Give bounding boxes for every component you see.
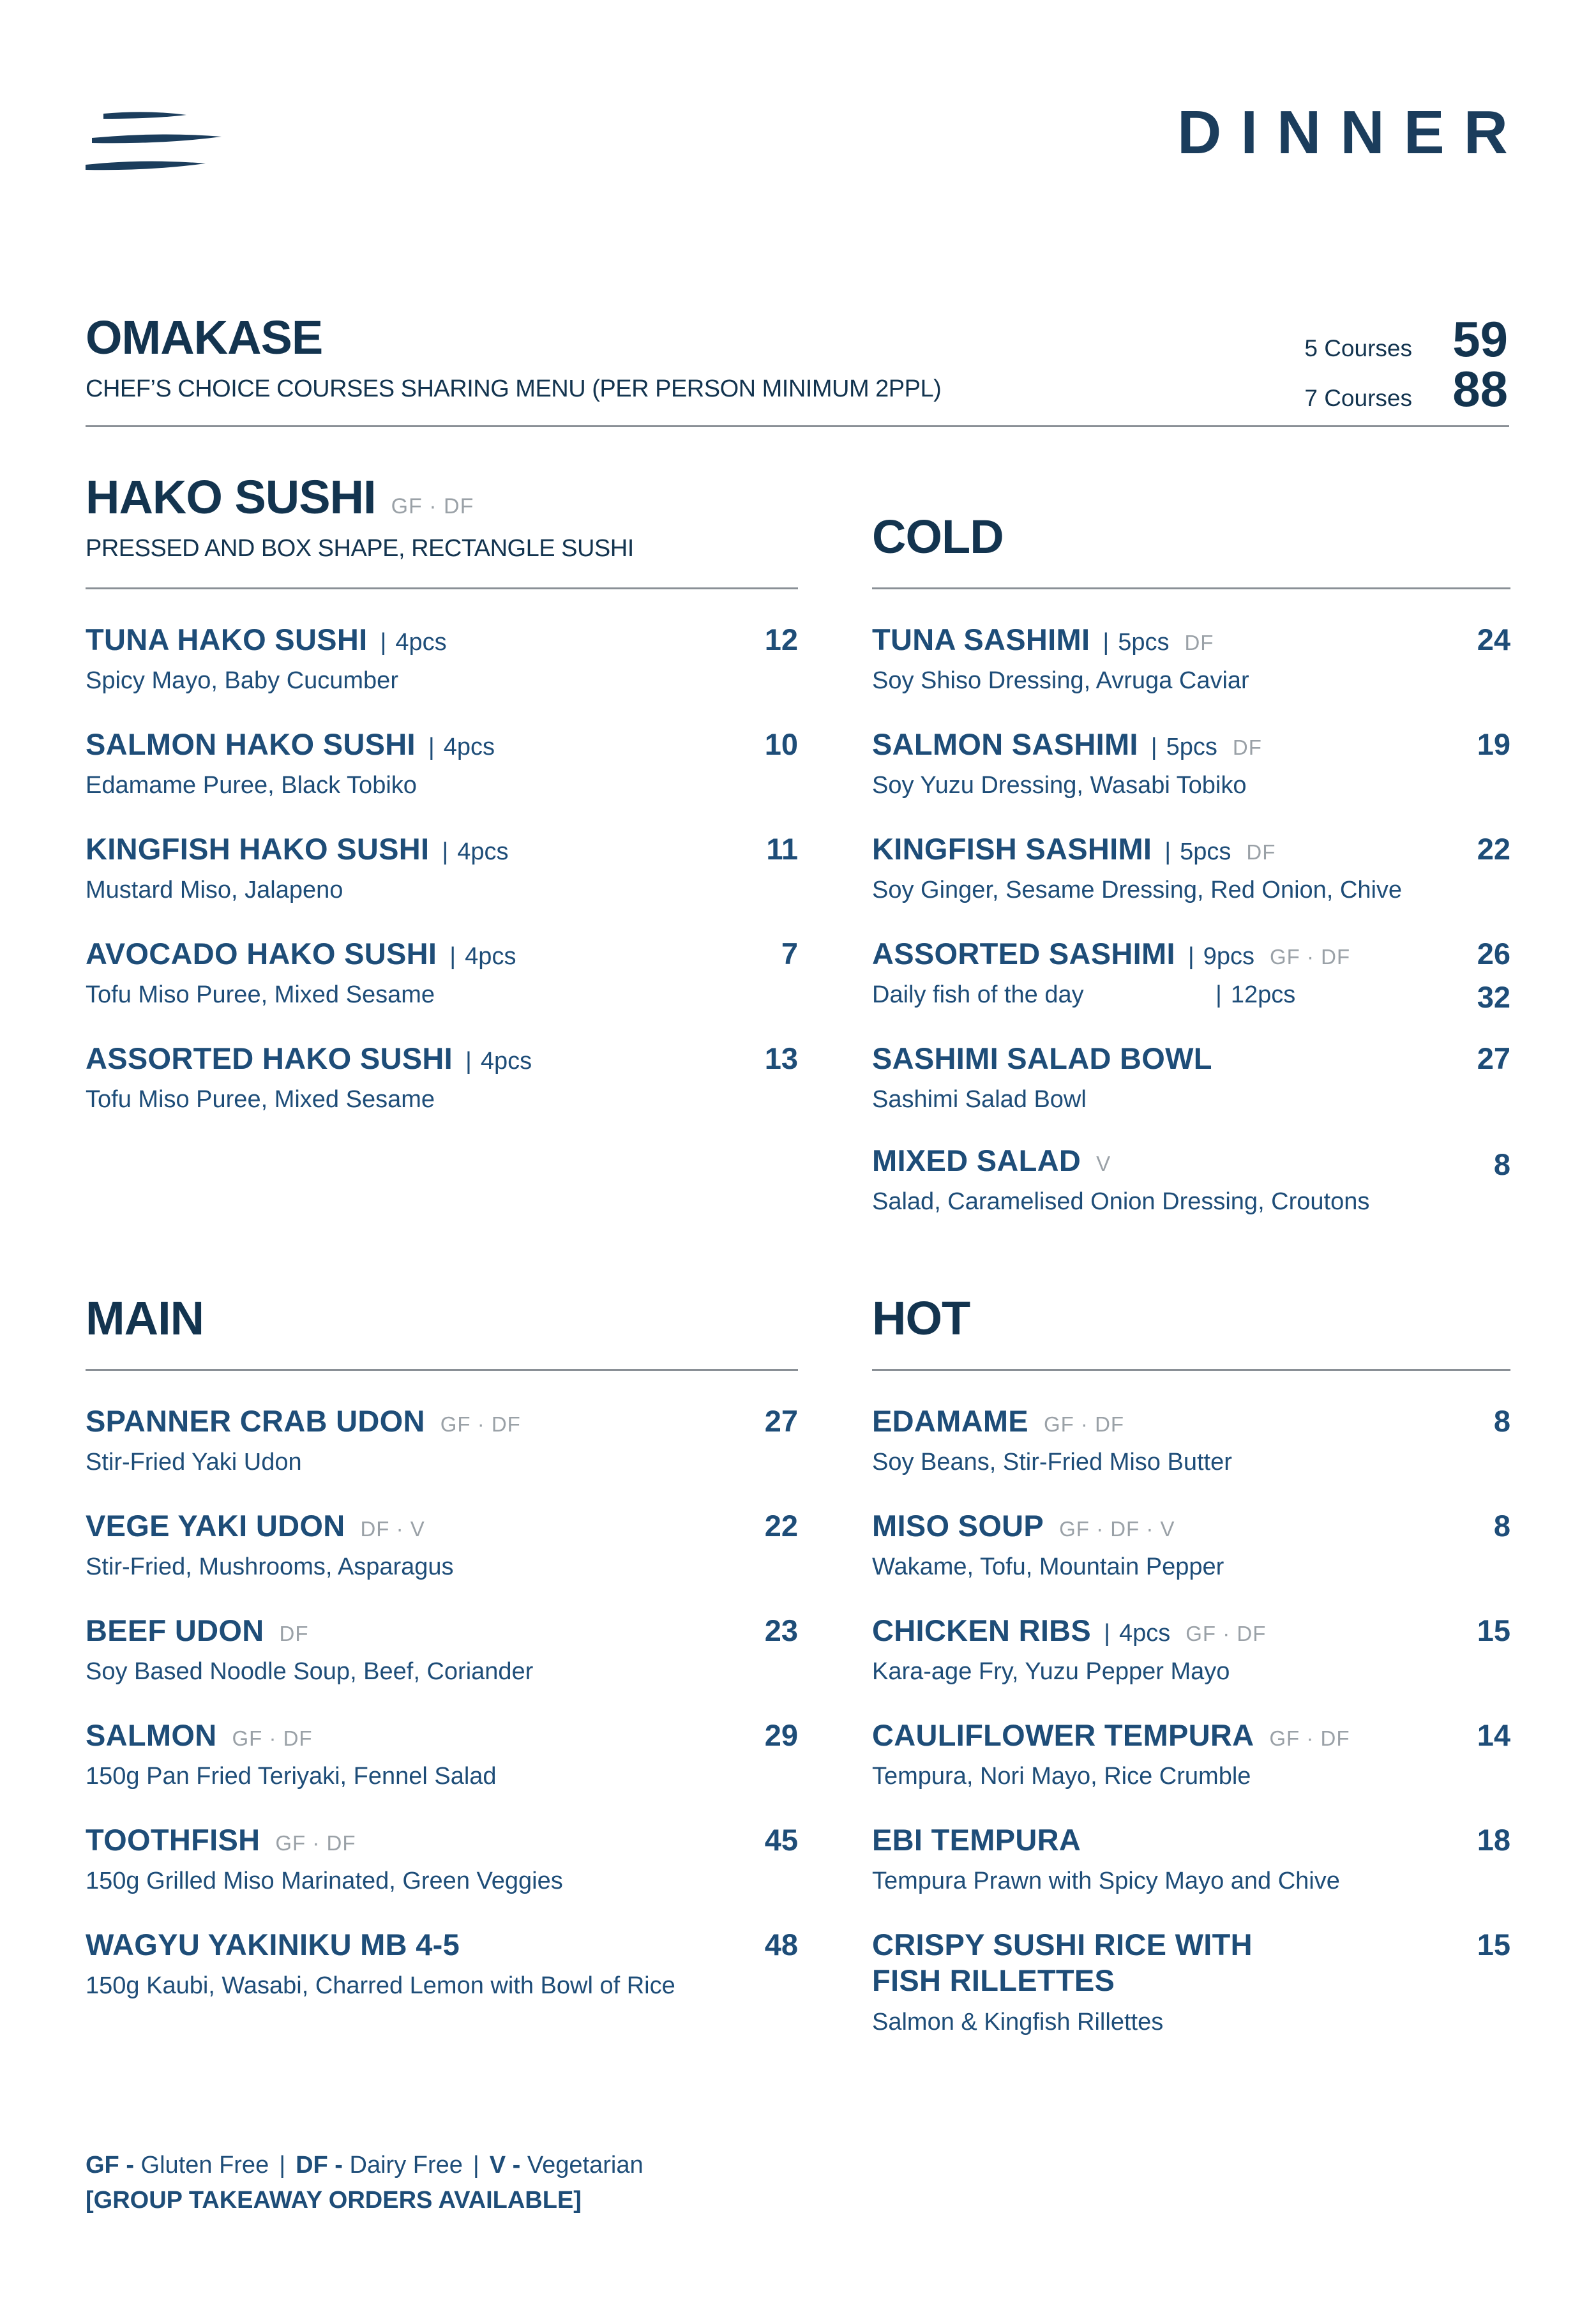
menu-item (872, 936, 1350, 1010)
legend-text: Vegetarian (527, 2152, 644, 2179)
item-description: Soy Ginger, Sesame Dressing, Red Onion, Chive (872, 877, 1403, 904)
menu-item (872, 1403, 1232, 1477)
item-description: Soy Shiso Dressing, Avruga Caviar (872, 667, 1249, 695)
item-description: Mustard Miso, Jalapeno (86, 877, 343, 904)
item-price: 7 (781, 937, 798, 971)
item-qty: | 5pcs (1164, 838, 1231, 866)
dietary-tags: GF · DF · V (1059, 1517, 1175, 1541)
dietary-tags: GF · DF (1186, 1622, 1267, 1645)
item-qty: | 4pcs (428, 734, 495, 761)
legend-text: Dairy Free (349, 2152, 463, 2179)
item-price: 22 (764, 1509, 798, 1543)
menu-item (86, 831, 509, 905)
legend-line (86, 2148, 644, 2183)
menu-brand-icon (84, 109, 231, 179)
section-title: MAIN (86, 1292, 204, 1345)
item-qty: | 5pcs (1103, 629, 1169, 656)
dietary-tags: GF · DF (391, 494, 474, 518)
item-name: TOOTHFISH (86, 1823, 260, 1857)
item-description: Tofu Miso Puree, Mixed Sesame (86, 1086, 435, 1114)
item-name: MISO SOUP (872, 1509, 1044, 1543)
menu-item (872, 1613, 1266, 1687)
menu-item (86, 1041, 532, 1115)
item-description: Daily fish of the day (872, 981, 1084, 1009)
item-description: Tempura, Nori Mayo, Rice Crumble (872, 1763, 1251, 1790)
item-price: 8 (1493, 1404, 1510, 1438)
omakase-option-price: 88 (1452, 361, 1508, 417)
item-name: CHICKEN RIBS (872, 1613, 1092, 1647)
section-subtitle: PRESSED AND BOX SHAPE, RECTANGLE SUSHI (86, 535, 634, 562)
section-title: HOT (872, 1292, 970, 1345)
menu-item (872, 1041, 1212, 1115)
item-price-alt: 32 (1477, 980, 1510, 1014)
item-description: Stir-Fried Yaki Udon (86, 1449, 302, 1476)
item-name: ASSORTED HAKO SUSHI (86, 1041, 453, 1075)
item-qty: | 5pcs (1151, 734, 1217, 761)
item-name: KINGFISH SASHIMI (872, 832, 1152, 866)
dietary-tags: DF (1232, 736, 1262, 759)
item-name: CRISPY SUSHI RICE WITH (872, 1928, 1253, 1961)
item-description: Salmon & Kingfish Rillettes (872, 2008, 1164, 2036)
item-qty: | 4pcs (449, 943, 516, 971)
menu-item (872, 1143, 1369, 1217)
item-description: Sashimi Salad Bowl (872, 1086, 1087, 1114)
item-price: 26 (1477, 937, 1510, 971)
item-price: 24 (1477, 623, 1510, 656)
dietary-tags: GF · DF (440, 1412, 521, 1436)
item-description-row (872, 981, 1350, 1010)
item-name: TUNA HAKO SUSHI (86, 623, 368, 656)
menu-item (872, 1508, 1224, 1582)
item-price: 14 (1477, 1718, 1510, 1752)
item-description: Stir-Fried, Mushrooms, Asparagus (86, 1553, 454, 1581)
section-heading (86, 471, 474, 524)
legend-code: V - (489, 2152, 521, 2179)
item-name: KINGFISH HAKO SUSHI (86, 832, 430, 866)
item-description: 150g Kaubi, Wasabi, Charred Lemon with Bowl of Rice (86, 1972, 675, 2000)
item-name: WAGYU YAKINIKU MB 4-5 (86, 1928, 460, 1961)
item-name: SASHIMI SALAD BOWL (872, 1041, 1212, 1075)
section-title: HAKO SUSHI (86, 471, 376, 524)
item-description: Soy Based Noodle Soup, Beef, Coriander (86, 1658, 534, 1686)
item-name: MIXED SALAD (872, 1144, 1081, 1177)
item-name: SALMON (86, 1718, 217, 1752)
dietary-tags: GF · DF (1270, 945, 1351, 969)
legend-separator: | (472, 2152, 479, 2179)
item-qty: | 4pcs (380, 629, 446, 656)
omakase-title: OMAKASE (86, 311, 323, 364)
dietary-tags: DF (1246, 840, 1276, 864)
item-name: TUNA SASHIMI (872, 623, 1090, 656)
item-description: 150g Grilled Miso Marinated, Green Veggies (86, 1868, 563, 1895)
item-name: SALMON SASHIMI (872, 727, 1138, 761)
dietary-legend (86, 2148, 644, 2218)
item-name: EBI TEMPURA (872, 1823, 1081, 1857)
item-description: Soy Beans, Stir-Fried Miso Butter (872, 1449, 1232, 1476)
menu-item (86, 1508, 454, 1582)
omakase-option (1304, 311, 1508, 367)
dietary-tags: GF · DF (275, 1831, 356, 1855)
item-price: 8 (1493, 1147, 1510, 1181)
item-price: 15 (1477, 1613, 1510, 1647)
item-price: 15 (1477, 1928, 1510, 1961)
omakase-option-label: 7 Courses (1304, 385, 1412, 411)
item-description: Tofu Miso Puree, Mixed Sesame (86, 981, 435, 1009)
dietary-tags: DF (1184, 631, 1214, 654)
menu-item (872, 1927, 1253, 2037)
item-price: 48 (764, 1928, 798, 1961)
item-price: 13 (764, 1041, 798, 1075)
menu-item (86, 622, 447, 696)
item-name: BEEF UDON (86, 1613, 264, 1647)
menu-item (872, 1822, 1340, 1896)
item-qty: | 9pcs (1188, 943, 1254, 971)
menu-item (872, 622, 1249, 696)
item-qty-alt: | 12pcs (1216, 981, 1295, 1010)
divider (872, 587, 1510, 589)
item-price: 10 (764, 727, 798, 761)
item-description: Edamame Puree, Black Tobiko (86, 772, 417, 799)
section-title: COLD (872, 510, 1004, 563)
item-price: 8 (1493, 1509, 1510, 1543)
menu-item (86, 936, 516, 1010)
item-price: 27 (1477, 1041, 1510, 1075)
menu-item (86, 1613, 533, 1687)
item-price: 18 (1477, 1823, 1510, 1857)
item-description: Kara-age Fry, Yuzu Pepper Mayo (872, 1658, 1230, 1686)
item-price: 19 (1477, 727, 1510, 761)
item-description: Tempura Prawn with Spicy Mayo and Chive (872, 1868, 1340, 1895)
item-price: 12 (764, 623, 798, 656)
item-description: Soy Yuzu Dressing, Wasabi Tobiko (872, 772, 1247, 799)
divider (872, 1369, 1510, 1371)
legend-code: DF - (296, 2152, 343, 2179)
item-price: 27 (764, 1404, 798, 1438)
legend-code: GF - (86, 2152, 134, 2179)
item-name-line2: FISH RILLETTES (872, 1963, 1115, 1998)
omakase-subtitle: CHEF’S CHOICE COURSES SHARING MENU (PER PERSON MINIMUM 2PPL) (86, 375, 942, 402)
item-qty: | 4pcs (442, 838, 508, 866)
item-name: SALMON HAKO SUSHI (86, 727, 416, 761)
divider (86, 1369, 798, 1371)
item-price: 23 (764, 1613, 798, 1647)
legend-separator: | (279, 2152, 286, 2179)
menu-item (872, 727, 1262, 801)
item-name: SPANNER CRAB UDON (86, 1404, 425, 1438)
item-name: ASSORTED SASHIMI (872, 937, 1175, 971)
item-price: 29 (764, 1718, 798, 1752)
item-qty: | 4pcs (465, 1048, 532, 1075)
menu-item (86, 1822, 563, 1896)
takeaway-note: [GROUP TAKEAWAY ORDERS AVAILABLE] (86, 2187, 582, 2214)
item-description: 150g Pan Fried Teriyaki, Fennel Salad (86, 1763, 497, 1790)
dietary-tags: GF · DF (1043, 1412, 1125, 1436)
omakase-option (1304, 361, 1508, 417)
divider (86, 587, 798, 589)
dietary-tags: DF (279, 1622, 309, 1645)
page-title: DINNER (1177, 98, 1527, 167)
dietary-tags: DF · V (360, 1517, 425, 1541)
item-price: 45 (764, 1823, 798, 1857)
item-qty: | 4pcs (1104, 1620, 1170, 1647)
item-name: CAULIFLOWER TEMPURA (872, 1718, 1254, 1752)
divider (86, 425, 1509, 427)
dietary-tags: V (1096, 1152, 1111, 1175)
menu-item (86, 1927, 675, 2001)
omakase-option-label: 5 Courses (1304, 335, 1412, 361)
item-description: Salad, Caramelised Onion Dressing, Croutons (872, 1188, 1370, 1216)
item-name: AVOCADO HAKO SUSHI (86, 937, 437, 971)
dietary-tags: GF · DF (1269, 1726, 1350, 1750)
menu-item (86, 1718, 497, 1792)
item-description: Spicy Mayo, Baby Cucumber (86, 667, 398, 695)
item-name: EDAMAME (872, 1404, 1028, 1438)
item-price: 22 (1477, 832, 1510, 866)
item-name: VEGE YAKI UDON (86, 1509, 345, 1543)
menu-item (86, 727, 495, 801)
dietary-tags: GF · DF (232, 1726, 313, 1750)
item-price: 11 (766, 832, 798, 866)
item-description: Wakame, Tofu, Mountain Pepper (872, 1553, 1224, 1581)
legend-text: Gluten Free (140, 2152, 269, 2179)
omakase-option-price: 59 (1452, 311, 1508, 367)
menu-item (872, 831, 1402, 905)
menu-item (86, 1403, 521, 1477)
menu-item (872, 1718, 1350, 1792)
